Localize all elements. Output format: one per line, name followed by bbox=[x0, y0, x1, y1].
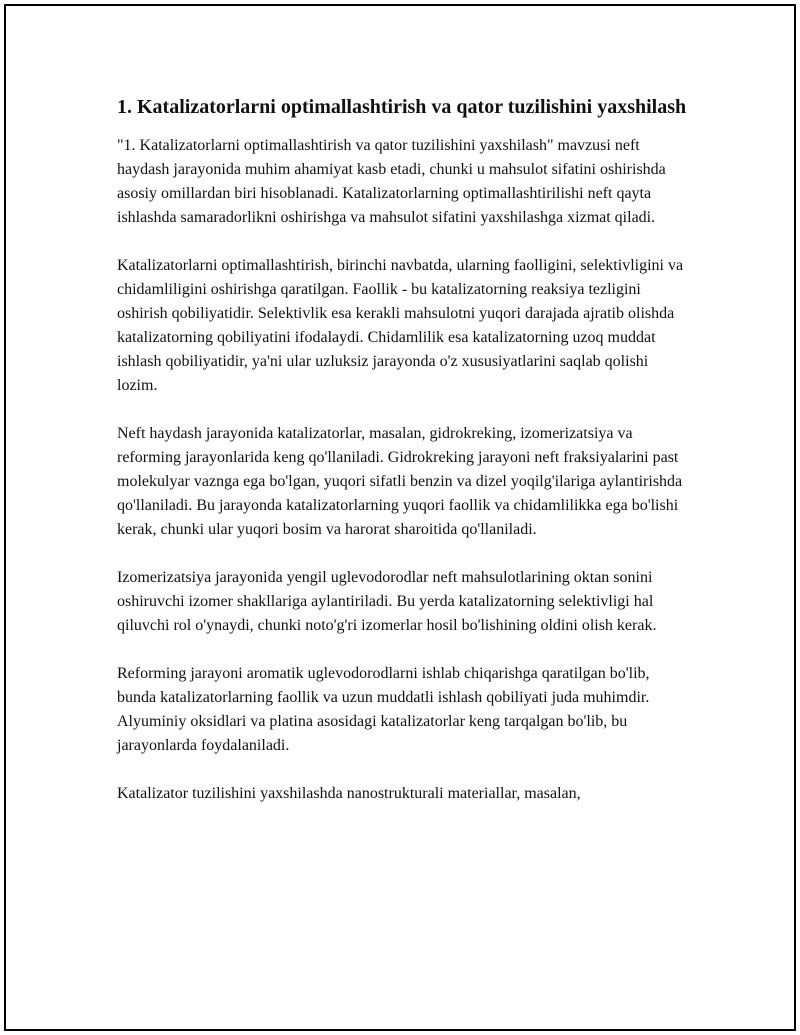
section-heading: 1. Katalizatorlarni optimallashtirish va qator tuzilishini yaxshilash bbox=[117, 96, 687, 118]
paragraph-isomerization: Izomerizatsiya jarayonida yengil uglevodorodlar neft mahsulotlarining oktan sonini oshiruvchi izomer shakllariga aylantiriladi. Bu yerda katalizatorning selektivligi hal qiluvchi rol o'ynaydi, chunki noto'g'ri izomerlar hosil bo'lishining oldini olish kerak. bbox=[117, 569, 657, 634]
document-body bbox=[117, 94, 692, 830]
paragraph-reforming: Reforming jarayoni aromatik uglevodorodlarni ishlab chiqarishga qaratilgan bo'lib, bunda katalizatorlarning faollik va uzun muddatli ishlash qobiliyati juda muhimdir. Alyuminiy oksidlari va platina asosidagi katalizatorlar keng tarqalgan bo'lib, bu jarayonlarda foydalaniladi. bbox=[117, 665, 650, 754]
paragraph-intro: "1. Katalizatorlarni optimallashtirish va qator tuzilishini yaxshilash" mavzusi neft haydash jarayonida muhim ahamiyat kasb etadi, chunki u mahsulot sifatini oshirishda asosiy omillardan biri hisoblanadi. Katalizatorlarning optimallashtirilishi neft qayta ishlashda samaradorlikni oshirishga va mahsulot sifatini yaxshilashga xizmat qiladi. bbox=[117, 137, 666, 226]
paragraph-optimization: Katalizatorlarni optimallashtirish, birinchi navbatda, ularning faolligini, selektivligini va chidamliligini oshirishga qaratilgan. Faollik - bu katalizatorning reaksiya tezligini oshirish qobiliyatidir. Selektivlik esa kerakli mahsulotni yuqori darajada ajratib olishda katalizatorning qobiliyatini ifodalaydi. Chidamlilik esa katalizatorning uzoq muddat ishlash qobiliyatidir, ya'ni ular uzluksiz jarayonda o'z xususiyatlarini saqlab qolishi lozim. bbox=[117, 257, 684, 394]
paragraph-processes: Neft haydash jarayonida katalizatorlar, masalan, gidrokreking, izomerizatsiya va reforming jarayonlarida keng qo'llaniladi. Gidrokreking jarayoni neft fraksiyalarini past molekulyar vaznga ega bo'lgan, yuqori sifatli benzin va dizel yoqilg'ilariga aylantirishda qo'llaniladi. Bu jarayonda katalizatorlarning yuqori faollik va chidamlilikka ega bo'lishi kerak, chunki ular yuqori bosim va harorat sharoitida qo'llaniladi. bbox=[117, 425, 683, 538]
paragraph-structure: Katalizator tuzilishini yaxshilashda nanostrukturali materiallar, masalan, bbox=[117, 785, 581, 802]
